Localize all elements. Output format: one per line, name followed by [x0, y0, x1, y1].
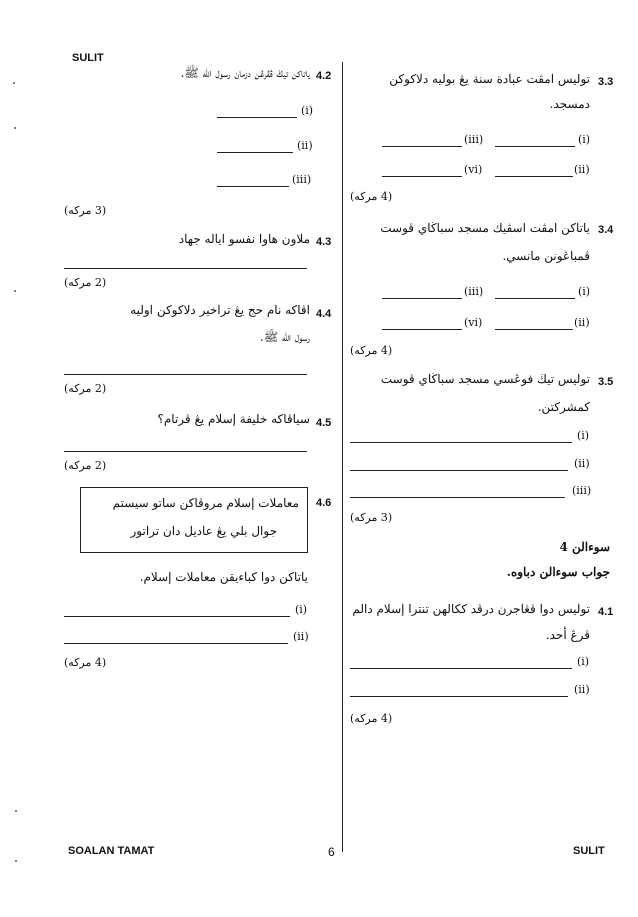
answer-label: (i) — [295, 603, 308, 616]
answer-label: (ii) — [574, 163, 590, 176]
column-divider — [342, 62, 343, 852]
answer-line[interactable] — [382, 176, 462, 177]
answer-label: (i) — [577, 429, 590, 442]
answer-label: (iii) — [464, 133, 484, 146]
marks-4-4: (2 مركه) — [64, 382, 107, 395]
answer-label: (ii) — [297, 139, 313, 152]
answer-label: (vi) — [464, 163, 483, 176]
answer-line[interactable] — [382, 298, 462, 299]
answer-line[interactable] — [350, 668, 572, 669]
answer-line[interactable] — [350, 442, 572, 443]
marks-3-4: (4 مركه) — [350, 344, 393, 357]
answer-line[interactable] — [64, 451, 307, 452]
answer-line[interactable] — [217, 152, 293, 153]
marks-3-3: (4 مركه) — [350, 190, 393, 203]
header-sulit: SULIT — [72, 52, 104, 64]
scan-dot — [14, 290, 16, 292]
stimulus-box — [80, 487, 308, 553]
answer-label: (ii) — [293, 630, 309, 643]
page-number: 6 — [328, 845, 335, 859]
marks-4-3: (2 مركه) — [64, 276, 107, 289]
answer-line[interactable] — [495, 298, 575, 299]
answer-label: (ii) — [574, 457, 590, 470]
footer-soalan-tamat: SOALAN TAMAT — [68, 845, 155, 857]
question-4-4-text: اڤاكه نام حج يڠ تراخير دلاكوكن اوليه — [130, 303, 310, 317]
question-4-1-text-cont: ڤرڠ أحد. — [545, 628, 590, 642]
answer-label: (iii) — [292, 173, 312, 186]
answer-line[interactable] — [217, 117, 297, 118]
scan-dot — [15, 810, 17, 812]
answer-line[interactable] — [64, 616, 290, 617]
answer-label: (i) — [578, 285, 591, 298]
answer-label: (i) — [301, 104, 314, 117]
answer-line[interactable] — [350, 470, 568, 471]
question-3-4-text-cont: ڤمباڠونن مانسي. — [502, 249, 590, 263]
question-3-4-text: ياتاكن امڤت اسڤيك مسجد سباڬاي ڤوست — [380, 221, 590, 235]
question-number-4-3: 4.3 — [316, 236, 332, 248]
question-4-5-text: سياڤاكه خليفة إسلام يڠ ڤرتام؟ — [157, 412, 310, 426]
section-4-title: سوءالن 4 — [559, 540, 610, 554]
answer-line[interactable] — [382, 329, 462, 330]
answer-line[interactable] — [64, 643, 288, 644]
answer-line[interactable] — [495, 176, 573, 177]
answer-label: (ii) — [574, 316, 590, 329]
question-number-4-6: 4.6 — [316, 497, 332, 509]
question-3-5-text: توليس تيڬ فوڠسي مسجد سباڬاي ڤوست — [380, 372, 590, 386]
question-number-4-2: 4.2 — [316, 70, 332, 82]
answer-line[interactable] — [350, 696, 568, 697]
question-number-4-4: 4.4 — [316, 308, 332, 320]
answer-line[interactable] — [495, 146, 575, 147]
answer-label: (vi) — [464, 316, 483, 329]
question-number-3-4: 3.4 — [598, 224, 614, 236]
question-3-3-text-cont: دمسجد. — [549, 97, 590, 111]
answer-label: (i) — [578, 133, 591, 146]
answer-label: (i) — [577, 655, 590, 668]
question-number-3-3: 3.3 — [598, 76, 614, 88]
answer-label: (ii) — [574, 683, 590, 696]
answer-label: (iii) — [572, 484, 592, 497]
question-number-4-5: 4.5 — [316, 417, 332, 429]
answer-line[interactable] — [382, 146, 462, 147]
question-4-2-text: ياتاكن تيڬ ڤڤرڠن دزمان رسول الله ﷺ. — [180, 66, 310, 80]
question-4-1-text: توليس دوا ڤڠاجرن درڤد ككالهن تنترا إسلام دالم — [352, 602, 590, 616]
question-number-3-5: 3.5 — [598, 376, 614, 388]
marks-4-1: (4 مركه) — [350, 712, 393, 725]
question-4-3-text: ملاون هاوا نفسو اياله جهاد — [178, 232, 310, 246]
answer-line[interactable] — [350, 497, 565, 498]
section-4-instruction: جواب سوءالن دباوه. — [506, 565, 610, 579]
answer-label: (iii) — [464, 285, 484, 298]
question-3-3-text: توليس امڤت عبادة سنة يڠ بوليه دلاكوكن — [389, 72, 590, 86]
marks-4-6: (4 مركه) — [64, 656, 107, 669]
marks-4-5: (2 مركه) — [64, 459, 107, 472]
scan-dot — [15, 860, 17, 862]
question-number-4-1: 4.1 — [598, 606, 614, 618]
answer-line[interactable] — [495, 329, 573, 330]
question-3-5-text-cont: كمشركتن. — [537, 400, 590, 414]
question-4-6-text: ياتاكن دوا كباءيقن معاملات إسلام. — [139, 570, 308, 584]
marks-3-5: (3 مركه) — [350, 511, 393, 524]
footer-sulit: SULIT — [573, 845, 605, 857]
answer-line[interactable] — [64, 268, 307, 269]
marks-4-2: (3 مركه) — [64, 204, 107, 217]
question-4-4-text-cont: رسول الله ﷺ. — [259, 330, 310, 344]
answer-line[interactable] — [64, 374, 307, 375]
stimulus-text: معاملات إسلام مروڤاكن ساتو سيستم — [112, 496, 299, 510]
scan-dot — [14, 127, 16, 129]
scan-dot — [13, 82, 15, 84]
answer-line[interactable] — [217, 186, 289, 187]
stimulus-text-cont: جوال بلي يڠ عاديل دان تراتور — [130, 524, 277, 538]
